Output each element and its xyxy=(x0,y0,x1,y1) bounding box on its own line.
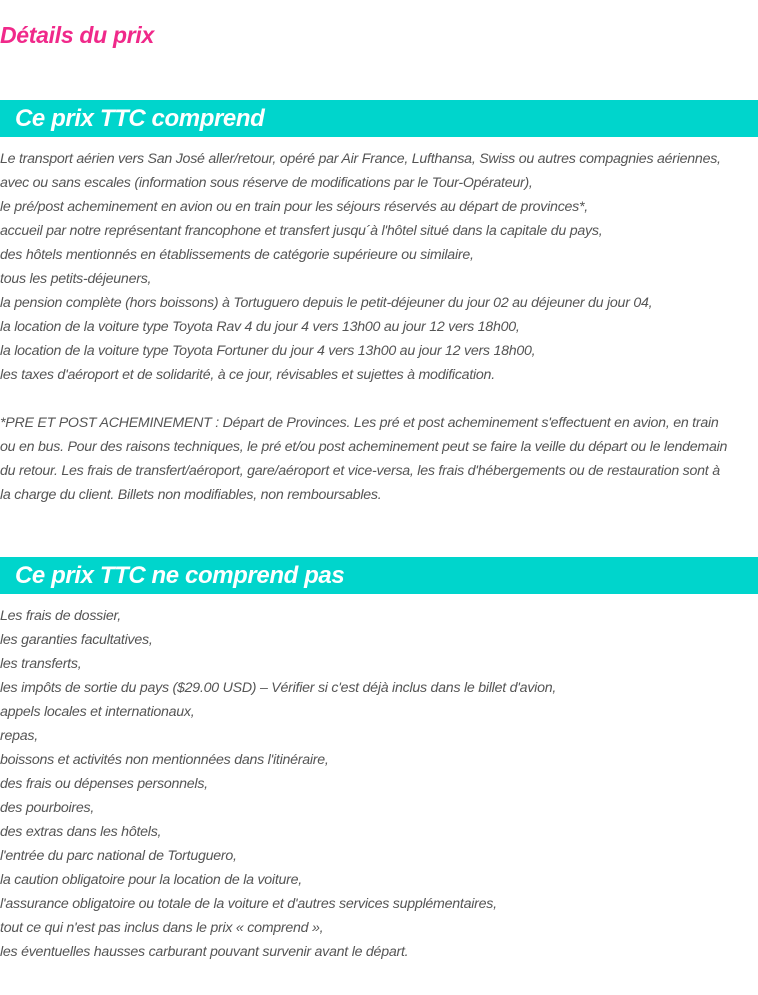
included-heading: Ce prix TTC comprend xyxy=(15,105,265,132)
acheminement-note xyxy=(0,411,758,507)
included-item: des hôtels mentionnés en établissements de catégorie supérieure ou similaire, xyxy=(0,247,474,263)
excluded-item: les éventuelles hausses carburant pouvant survenir avant le départ. xyxy=(0,944,409,960)
excluded-item: la caution obligatoire pour la location de la voiture, xyxy=(0,872,302,888)
included-item: Le transport aérien vers San José aller/retour, opéré par Air France, Lufthansa, Swiss ou autres compagnies aériennes, xyxy=(0,151,721,167)
included-item: le pré/post acheminement en avion ou en train pour les séjours réservés au départ de provinces*, xyxy=(0,199,588,215)
excluded-item: les transferts, xyxy=(0,656,82,672)
excluded-item: boissons et activités non mentionnées dans l'itinéraire, xyxy=(0,752,329,768)
included-item: tous les petits-déjeuners, xyxy=(0,271,152,287)
excluded-heading: Ce prix TTC ne comprend pas xyxy=(15,562,345,589)
excluded-item: des frais ou dépenses personnels, xyxy=(0,776,208,792)
excluded-item: tout ce qui n'est pas inclus dans le prix « comprend », xyxy=(0,920,324,936)
excluded-item: repas, xyxy=(0,728,38,744)
included-list xyxy=(0,147,758,387)
included-item: les taxes d'aéroport et de solidarité, à ce jour, révisables et sujettes à modification. xyxy=(0,367,495,383)
excluded-section-header xyxy=(0,557,758,594)
included-item: accueil par notre représentant francophone et transfert jusqu´à l'hôtel situé dans la capitale du pays, xyxy=(0,223,603,239)
note-line: la charge du client. Billets non modifiables, non remboursables. xyxy=(0,487,382,503)
excluded-item: appels locales et internationaux, xyxy=(0,704,195,720)
excluded-item: des extras dans les hôtels, xyxy=(0,824,162,840)
note-line: ou en bus. Pour des raisons techniques, le pré et/ou post acheminement peut se faire la veille du départ ou le lendemain xyxy=(0,439,728,455)
excluded-item: les impôts de sortie du pays ($29.00 USD) – Vérifier si c'est déjà inclus dans le billet d'avion, xyxy=(0,680,557,696)
included-item: la pension complète (hors boissons) à Tortuguero depuis le petit-déjeuner du jour 02 au déjeuner du jour 04, xyxy=(0,295,653,311)
note-line: *PRE ET POST ACHEMINEMENT : Départ de Provinces. Les pré et post acheminement s'effectuent en avion, en train xyxy=(0,415,719,431)
included-item: avec ou sans escales (information sous réserve de modifications par le Tour-Opérateur), xyxy=(0,175,533,191)
excluded-item: l'assurance obligatoire ou totale de la voiture et d'autres services supplémentaires, xyxy=(0,896,497,912)
excluded-list xyxy=(0,604,758,964)
included-item: la location de la voiture type Toyota Rav 4 du jour 4 vers 13h00 au jour 12 vers 18h00, xyxy=(0,319,520,335)
excluded-item: les garanties facultatives, xyxy=(0,632,153,648)
excluded-item: des pourboires, xyxy=(0,800,95,816)
excluded-item: l'entrée du parc national de Tortuguero, xyxy=(0,848,237,864)
included-section-header xyxy=(0,100,758,137)
page-title: Détails du prix xyxy=(0,22,154,48)
excluded-item: Les frais de dossier, xyxy=(0,608,121,624)
note-line: du retour. Les frais de transfert/aéroport, gare/aéroport et vice-versa, les frais d'hébergements ou de restauration sont à xyxy=(0,463,720,479)
included-item: la location de la voiture type Toyota Fortuner du jour 4 vers 13h00 au jour 12 vers 18h00, xyxy=(0,343,536,359)
